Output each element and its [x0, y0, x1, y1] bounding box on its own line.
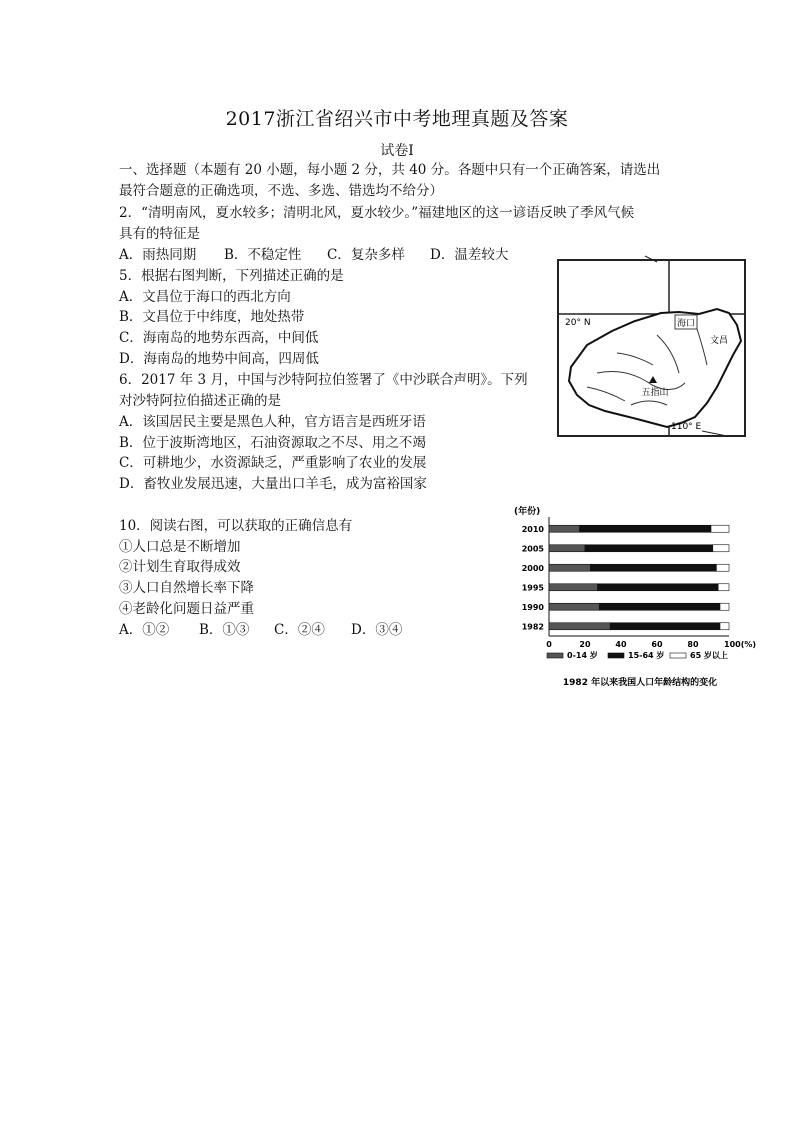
q6-option-a: A．该国居民主要是黑色人种，官方语言是西班牙语 [119, 414, 426, 430]
section-instructions-line1: 一、选择题（本题有 20 小题，每小题 2 分，共 40 分。各题中只有一个正确答案，请选出 [119, 162, 661, 178]
chart-legend-swatch [608, 653, 624, 658]
chart-bar-segment-2 [590, 564, 716, 571]
q10-item-1: ①人口总是不断增加 [119, 539, 241, 555]
q10-option-d: D．③④ [351, 622, 403, 638]
chart-legend-label: 15-64 岁 [628, 651, 665, 660]
map-label-longitude: 110° E [671, 422, 702, 432]
chart-x-tick-label: 100(%) [724, 640, 757, 649]
chart-category-label: 1982 [521, 622, 544, 632]
chart-bar-segment-1 [549, 564, 590, 571]
chart-bar-segment-1 [549, 623, 610, 630]
chart-bar-segment-2 [599, 603, 720, 610]
q2-option-c: C．复杂多样 [327, 247, 405, 263]
chart-bar-segment-1 [549, 584, 598, 591]
chart-category-label: 1990 [521, 602, 544, 612]
q2-stem-line2: 具有的特征是 [119, 226, 200, 242]
map-label-latitude: 20° N [565, 318, 591, 328]
chart-x-tick-label: 20 [579, 640, 591, 649]
chart-category-label: 2000 [521, 563, 544, 573]
chart-bar-segment-2 [610, 623, 720, 630]
page-title: 2017浙江省绍兴市中考地理真题及答案 [225, 108, 569, 130]
chart-category-label: 2010 [521, 524, 544, 534]
q2-option-d: D．温差较大 [430, 247, 509, 263]
q2-options [119, 245, 508, 265]
chart-x-tick-label: 60 [651, 640, 663, 649]
q10-item-4: ④老龄化问题日益严重 [119, 601, 254, 617]
q10-option-a: A．①② [119, 622, 170, 638]
chart-bar-segment-3 [718, 584, 729, 591]
chart-bar-segment-1 [549, 603, 599, 610]
q5-option-c: C．海南岛的地势东西高，中间低 [119, 330, 319, 346]
chart-bar-segment-2 [580, 525, 711, 532]
q6-stem-line1: 6．2017 年 3 月，中国与沙特阿拉伯签署了《中沙联合声明》。下列 [119, 372, 528, 388]
q10-item-3: ③人口自然增长率下降 [119, 580, 254, 596]
q10-stem: 10．阅读右图，可以获取的正确信息有 [119, 518, 353, 534]
chart-y-axis-label: (年份) [514, 507, 541, 517]
chart-bar-segment-3 [720, 623, 729, 630]
population-age-chart [510, 504, 770, 694]
paper-subtitle: 试卷Ⅰ [380, 143, 414, 159]
q6-option-b: B．位于波斯湾地区，石油资源取之不尽、用之不竭 [119, 435, 426, 451]
map-label-wenchang: 文昌 [710, 336, 729, 346]
chart-category-label: 1995 [521, 583, 544, 593]
chart-legend-label: 0-14 岁 [567, 651, 598, 660]
chart-bar-segment-1 [549, 545, 585, 552]
chart-bar-segment-2 [598, 584, 719, 591]
q5-stem: 5．根据右图判断，下列描述正确的是 [119, 268, 344, 284]
chart-bar-segment-3 [716, 564, 729, 571]
q10-options [119, 620, 402, 640]
chart-category-label: 2005 [521, 544, 544, 554]
q6-stem-line2: 对沙特阿拉伯描述正确的是 [119, 393, 281, 409]
hainan-map [557, 255, 747, 437]
q5-option-b: B．文昌位于中纬度，地处热带 [119, 309, 305, 325]
q2-option-a: A．雨热同期 [119, 247, 197, 263]
q6-option-d: D．畜牧业发展迅速，大量出口羊毛，成为富裕国家 [119, 476, 427, 492]
chart-x-tick-label: 0 [546, 640, 552, 649]
chart-bar-segment-3 [711, 525, 729, 532]
chart-x-tick-label: 80 [687, 640, 699, 649]
section-instructions-line2: 最符合题意的正确选项，不选、多选、错选均不给分） [119, 183, 443, 199]
q2-option-b: B．不稳定性 [224, 247, 302, 263]
q6-option-c: C．可耕地少，水资源缺乏，严重影响了农业的发展 [119, 455, 427, 471]
chart-legend-swatch [547, 653, 563, 658]
chart-bar-segment-3 [720, 603, 729, 610]
map-label-wuzhishan: 五指山 [641, 388, 669, 398]
q2-stem-line1: 2．“清明南风，夏水较多；清明北风，夏水较少。”福建地区的这一谚语反映了季风气候 [119, 205, 635, 221]
chart-bar-segment-3 [713, 545, 729, 552]
chart-title: 1982 年以来我国人口年龄结构的变化 [562, 678, 718, 688]
map-label-haikou: 海口 [676, 319, 696, 329]
q5-option-a: A．文昌位于海口的西北方向 [119, 289, 291, 305]
chart-x-tick-label: 40 [615, 640, 627, 649]
chart-legend-swatch [670, 653, 686, 658]
chart-bar-segment-2 [585, 545, 713, 552]
q10-option-b: B．①③ [199, 622, 250, 638]
chart-legend-label: 65 岁以上 [690, 651, 728, 660]
chart-bar-segment-1 [549, 525, 580, 532]
q10-item-2: ②计划生育取得成效 [119, 559, 241, 575]
q5-option-d: D．海南岛的地势中间高，四周低 [119, 351, 319, 367]
q10-option-c: C．②④ [274, 622, 325, 638]
